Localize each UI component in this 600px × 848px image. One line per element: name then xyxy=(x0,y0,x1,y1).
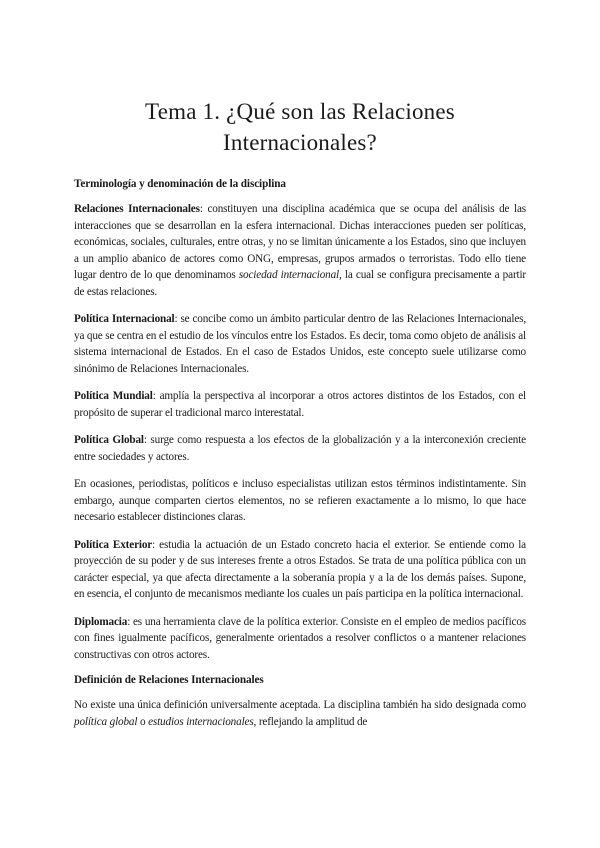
paragraph-diplomacia xyxy=(74,614,526,664)
paragraph-relaciones-internacionales xyxy=(74,201,526,300)
term-politica-mundial: Política Mundial xyxy=(74,390,153,402)
italic-estudios-internacionales: estudios internacionales xyxy=(148,715,254,728)
italic-politica-global: política global xyxy=(74,715,138,728)
paragraph-politica-internacional xyxy=(74,311,526,377)
text-definicion-c: , reflejando la amplitud de xyxy=(253,715,368,728)
term-politica-internacional: Política Internacional xyxy=(74,313,175,325)
text-diplomacia: : es una herramienta clave de la política exterior. Consiste en el empleo de medios pacíficos con fines igualmente pacíficos, generalmente orientados a resolver conflictos o a mantener relaciones constructivas con otros actores. xyxy=(74,615,526,661)
paragraph-politica-global xyxy=(74,432,526,465)
text-relaciones-b: , la cual se configura precisamente a partir de estas relaciones. xyxy=(74,269,527,298)
italic-sociedad-internacional: sociedad internacional xyxy=(238,269,339,281)
paragraph-ocasiones: En ocasiones, periodistas, políticos e incluso especialistas utilizan estos términos indistintamente. Sin embargo, aunque comparten ciertos elementos, no se refieren exactamente a lo mismo, lo que hace necesario establecer distinciones claras. xyxy=(74,478,526,523)
text-politica-exterior: : estudia la actuación de un Estado concreto hacia el exterior. Se entiende como la proyección de su poder y de sus intereses frente a otros Estados. Se trata de una política pública con un carácter especial, ya que afecta directamente a la soberanía propia y a la de los demás países. Supone, en esencia, el conjunto de mecanismos mediante los cuales un país participa en la política internacional. xyxy=(74,538,526,600)
term-politica-global: Política Global xyxy=(74,434,144,446)
title-line-1: Tema 1. ¿Qué son las Relaciones xyxy=(145,99,455,124)
term-relaciones-internacionales: Relaciones Internacionales xyxy=(74,203,200,215)
section-heading-definicion: Definición de Relaciones Internacionales xyxy=(74,674,264,686)
title-line-2: Internacionales? xyxy=(223,130,377,155)
paragraph-politica-mundial xyxy=(74,388,526,421)
section-heading-terminologia: Terminología y denominación de la disciplina xyxy=(74,178,286,190)
text-definicion-a: No existe una única definición universalmente aceptada. La disciplina también ha sido designada como xyxy=(74,699,526,711)
text-politica-global: : surge como respuesta a los efectos de la globalización y a la interconexión creciente entre sociedades y actores. xyxy=(74,434,527,463)
paragraph-politica-exterior xyxy=(74,537,526,603)
text-politica-internacional: : se concibe como un ámbito particular dentro de las Relaciones Internacionales, ya que se centra en el estudio de los vínculos entre los Estados. Es decir, toma como objeto de análisis al sistema internacional de Estados. En el caso de Estados Unidos, este concepto suele utilizarse como sinónimo de Relaciones Internacionales. xyxy=(74,313,527,375)
term-politica-exterior: Política Exterior xyxy=(74,538,153,551)
text-relaciones-a: : constituyen una disciplina académica que se ocupa del análisis de las interacciones que se desarrollan en la esfera internacional. Dichas interacciones pueden ser políticas, económicas, sociales, culturales, entre otras, y no se limitan únicamente a los Estados, sino que incluyen a un amplio abanico de actores como ONG, empresas, grupos armados o terroristas. Todo ello tiene lugar dentro de lo que denominamos xyxy=(74,203,526,281)
paragraph-definicion xyxy=(74,697,526,730)
document-title xyxy=(74,96,526,158)
text-politica-mundial: : amplía la perspectiva al incorporar a otros actores distintos de los Estados, con el propósito de superar el tradicional marco interestatal. xyxy=(74,390,526,419)
term-diplomacia: Diplomacia xyxy=(74,615,128,628)
text-definicion-b: o xyxy=(137,715,149,728)
